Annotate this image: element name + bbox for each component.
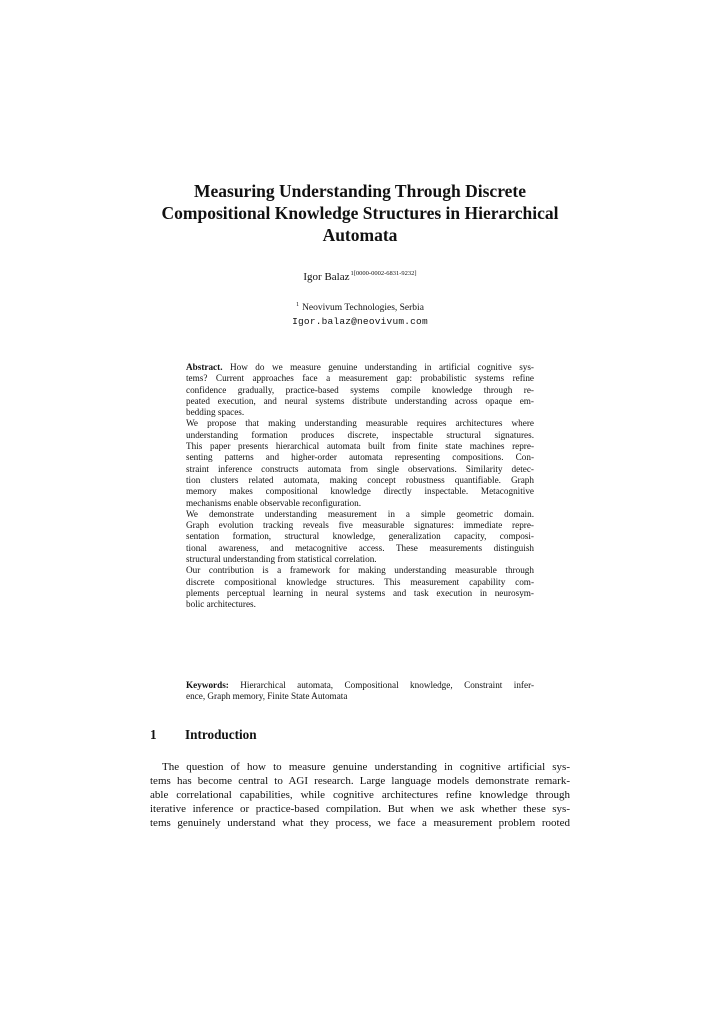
keywords-line — [186, 680, 534, 691]
abstract-line: Our contribution is a framework for making understanding measurable through — [186, 565, 534, 576]
section-number: 1 — [150, 727, 157, 742]
abstract-line: discrete compositional knowledge structures. This measurement capability com- — [186, 576, 534, 587]
abstract-line: tional awareness, and metacognitive access. These measurements distinguish — [186, 542, 534, 553]
abstract-label: Abstract. — [186, 362, 223, 372]
abstract-first-line: How do we measure genuine understanding in artificial cognitive sys- — [222, 362, 534, 372]
author — [150, 270, 570, 283]
abstract-line: understanding formation produces discrete, inspectable structural signatures. — [186, 429, 534, 440]
abstract-line — [186, 362, 534, 373]
abstract-line: confidence gradually, practice-based systems compile knowledge through re- — [186, 384, 534, 395]
abstract-line: structural understanding from statistical correlation. — [186, 554, 377, 565]
body-line: The question of how to measure genuine understanding in cognitive artificial sys- — [162, 761, 570, 773]
section-title: Introduction — [185, 727, 257, 742]
keywords-line: ence, Graph memory, Finite State Automata — [186, 691, 348, 702]
body-line: tems genuinely understand what they process, we face a measurement problem rooted — [150, 817, 570, 829]
abstract-line: tems? Current approaches face a measurement gap: probabilistic systems refine — [186, 373, 534, 384]
abstract-line: straint inference constructs automata from single observations. Similarity detec- — [186, 463, 534, 474]
abstract-line: We propose that making understanding measurable requires architectures where — [186, 418, 534, 429]
author-name: Igor Balaz — [303, 271, 350, 283]
abstract-line: We demonstrate understanding measurement in a simple geometric domain. — [186, 508, 534, 519]
author-orcid: 1[0000-0002-6831-9232] — [350, 270, 417, 277]
abstract-line: bolic architectures. — [186, 599, 256, 610]
title-line: Automata — [322, 225, 398, 245]
keywords-label: Keywords: — [186, 680, 229, 690]
affiliation-marker: 1 — [296, 302, 300, 308]
affiliation — [150, 299, 570, 328]
abstract-line: plements perceptual learning in neural systems and task execution in neurosym- — [186, 587, 534, 598]
paper-title — [150, 180, 570, 246]
abstract-line: memory makes compositional knowledge directly inspectable. Metacognitive — [186, 486, 534, 497]
keywords-first-line: Hierarchical automata, Compositional knowledge, Constraint infer- — [228, 680, 534, 690]
abstract-line: tion clusters related automata, making concept robustness quantifiable. Graph — [186, 474, 534, 485]
title-line: Compositional Knowledge Structures in Hierarchical — [161, 203, 559, 223]
abstract-line: sentation formation, structural knowledge, generalization capacity, composi- — [186, 531, 534, 542]
affiliation-text: Neovivum Technologies, Serbia — [302, 303, 424, 313]
section-heading — [150, 727, 257, 743]
body-line: iterative inference or practice-based compilation. But when we ask whether these sys- — [150, 803, 570, 815]
abstract-line: Graph evolution tracking reveals five measurable signatures: immediate repre- — [186, 520, 534, 531]
body-line: tems has become central to AGI research. Large language models demonstrate remark- — [150, 775, 570, 787]
author-email: Igor.balaz@neovivum.com — [292, 316, 428, 327]
abstract-line: mechanisms enable observable reconfiguration. — [186, 497, 362, 508]
abstract — [186, 362, 534, 611]
abstract-line: bedding spaces. — [186, 407, 245, 418]
abstract-line: senting patterns and higher-order automata representing compositions. Con- — [186, 452, 534, 463]
title-line: Measuring Understanding Through Discrete — [193, 181, 527, 201]
body-line: able correlational capabilities, while cognitive architectures refine knowledge through — [150, 789, 570, 801]
intro-paragraph — [150, 760, 570, 830]
keywords — [186, 680, 534, 703]
abstract-line: This paper presents hierarchical automata built from finite state machines repre- — [186, 441, 534, 452]
abstract-line: peated execution, and neural systems distribute understanding across opaque em- — [186, 395, 534, 406]
